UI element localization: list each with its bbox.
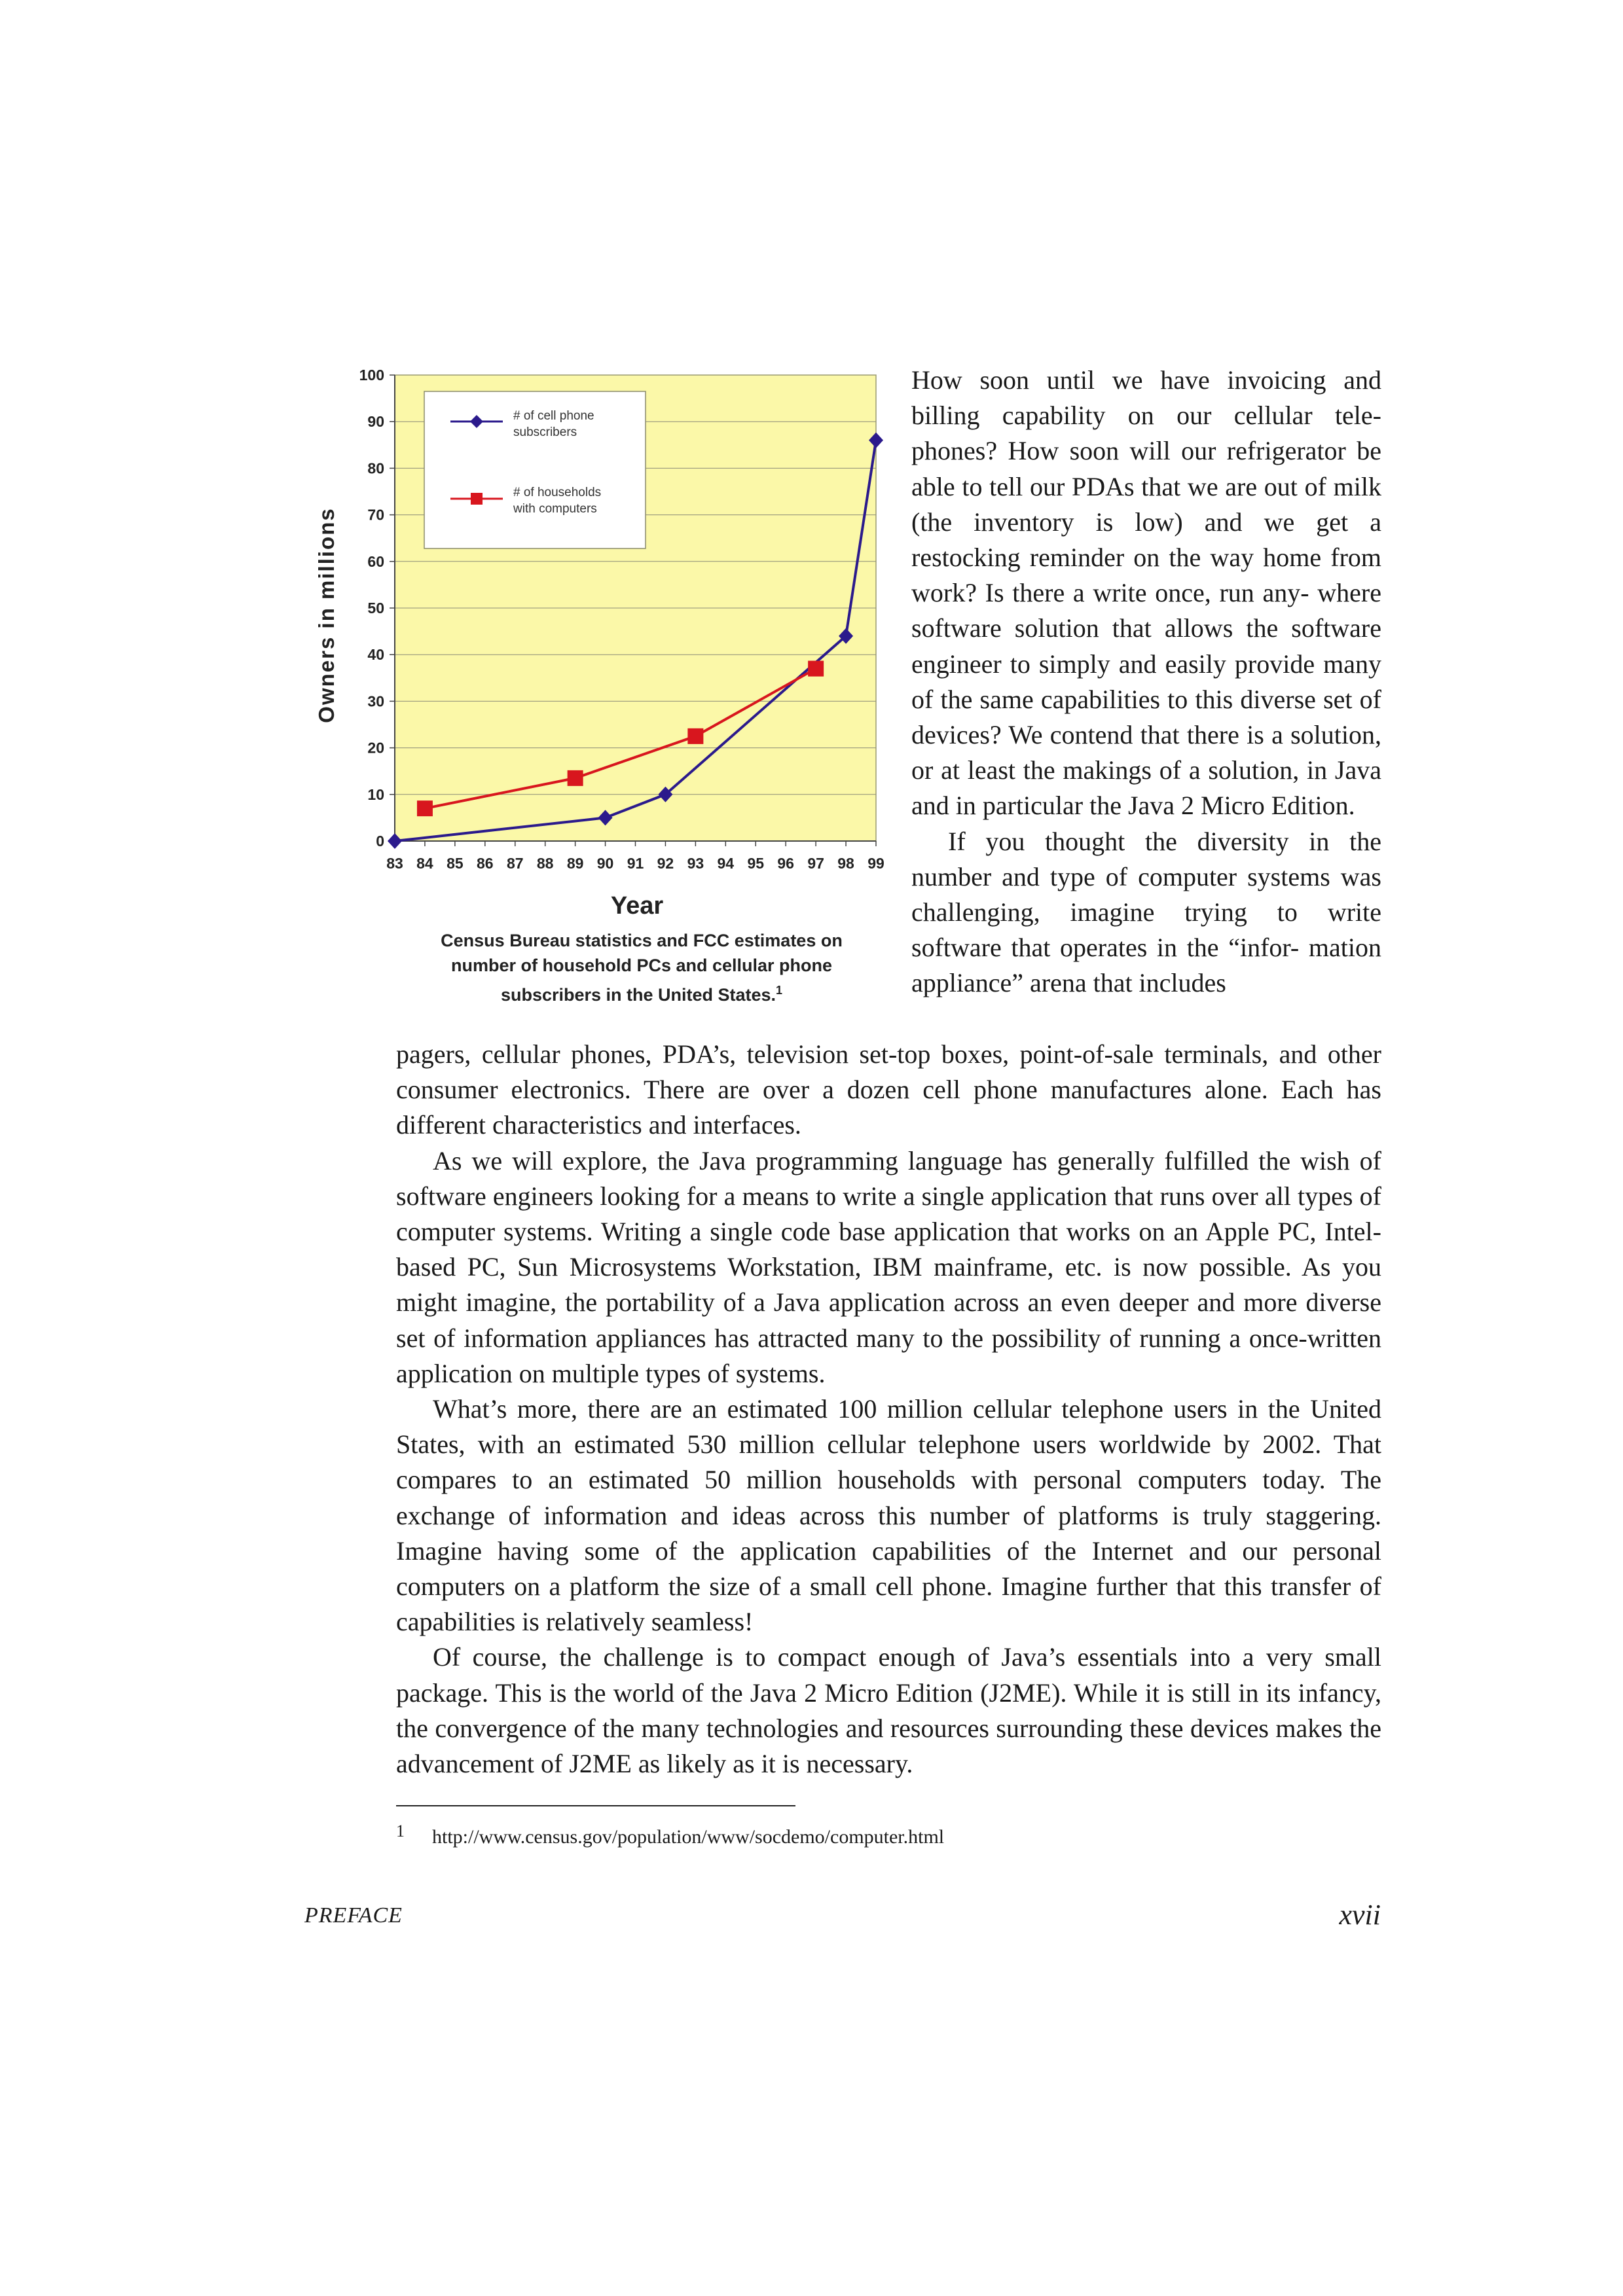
chart-legend <box>424 391 646 548</box>
legend-label-cell-2: subscribers <box>513 425 577 439</box>
caption-line: Census Bureau statistics and FCC estimates on <box>441 931 843 950</box>
paragraph-continuation: pagers, cellular phones, PDA’s, television set-top boxes, point-of-sale terminals, and other consumer electronics. There are over a dozen cell phone manufactures alone. Each has different characteristics and interfaces. <box>396 1039 1381 1140</box>
x-tick-label: 96 <box>777 855 794 872</box>
paragraph: Of course, the challenge is to compact enough of Java’s essentials into a very small package. This is the world of the Java 2 Micro Edition (J2ME). While it is still in its infancy, the convergence of the many technologies and resources surrounding these devices makes the advancement of J2ME as likely as it is necessary. <box>396 1642 1381 1779</box>
footnote-ref: 1 <box>776 984 783 997</box>
y-tick-label: 70 <box>367 506 384 524</box>
caption-line-text: subscribers in the United States. <box>500 985 776 1005</box>
y-tick-label: 30 <box>367 692 384 710</box>
footnote-number: 1 <box>396 1821 405 1840</box>
data-point-households <box>808 661 824 677</box>
body-text <box>396 1037 1381 1782</box>
x-tick-label: 97 <box>807 855 824 872</box>
x-tick-label: 88 <box>536 855 554 872</box>
y-tick-label: 50 <box>367 600 384 617</box>
y-tick-label: 40 <box>367 646 384 664</box>
legend-label-cell-1: # of cell phone <box>513 409 594 423</box>
figure-caption <box>386 928 897 1007</box>
footnote-rule <box>396 1805 795 1806</box>
x-tick-label: 90 <box>596 855 614 872</box>
x-tick-label: 98 <box>837 855 854 872</box>
x-tick-label: 85 <box>447 855 464 872</box>
x-tick-label: 83 <box>386 855 403 872</box>
data-point-households <box>687 728 703 744</box>
legend-marker-households <box>471 493 483 505</box>
paragraph: How soon until we have invoicing and billing capability on our cellular tele- phones? How soon will our refrigerator be able to tell our PDAs that we are out of milk (the inventory is low) and we get a restocking reminder on the way home from work? Is there a write once, run any- where software solution that allows the software engineer to simply and easily provide many of the same capabilities to this diverse set of devices? We contend that there is a solution, or at least the makings of a solution, in Java and in particular the Java 2 Micro Edition. <box>911 365 1381 821</box>
y-tick-label: 80 <box>367 459 384 477</box>
x-tick-label: 84 <box>416 855 433 872</box>
caption-line: number of household PCs and cellular phone <box>450 956 833 975</box>
page-number: xvii <box>1339 1899 1381 1931</box>
paragraph: What’s more, there are an estimated 100 million cellular telephone users in the United States, with an estimated 530 million cellular telephone users worldwide by 2002. That compares to an estimated 50 million households with personal computers today. The exchange of information and ideas across this number of platforms is truly staggering. Imagine having some of the application capabilities of the Internet and our personal computers on a platform the size of a small cell phone. Imagine further that this transfer of capabilities is relatively seamless! <box>396 1394 1381 1637</box>
caption-line <box>386 978 897 1007</box>
y-tick-label: 100 <box>359 367 384 384</box>
footnote-url[interactable]: http://www.census.gov/population/www/socdemo/computer.html <box>432 1826 945 1848</box>
x-tick-label: 94 <box>717 855 735 872</box>
footnote <box>396 1821 945 1848</box>
data-point-households <box>568 770 583 786</box>
running-footer-section: PREFACE <box>304 1903 403 1928</box>
x-tick-label: 89 <box>566 855 584 872</box>
paragraph: If you thought the diversity in the number and type of computer systems was challenging, imagine trying to write software that operates in the “infor- mation appliance” arena that includes <box>911 826 1381 998</box>
wrapped-text-column <box>911 363 1381 1001</box>
x-tick-label: 92 <box>657 855 674 872</box>
legend-label-households-2: with computers <box>513 502 597 516</box>
legend-label-households-1: # of households <box>513 486 602 499</box>
x-tick-label: 93 <box>687 855 704 872</box>
x-tick-label: 87 <box>506 855 524 872</box>
data-point-households <box>417 800 433 816</box>
y-tick-label: 0 <box>376 833 384 850</box>
x-tick-label: 95 <box>747 855 765 872</box>
x-tick-label: 99 <box>867 855 884 872</box>
y-tick-label: 20 <box>367 739 384 757</box>
x-tick-label: 86 <box>477 855 494 872</box>
x-tick-label: 91 <box>627 855 644 872</box>
y-axis-label: Owners in millions <box>314 507 338 723</box>
x-axis-label: Year <box>610 892 664 920</box>
y-tick-label: 10 <box>367 785 384 803</box>
y-tick-label: 90 <box>367 413 384 431</box>
paragraph: As we will explore, the Java programming language has generally fulfilled the wish of software engineers looking for a means to write a single application that runs over all types of computer systems. Writing a single code base application that works on an Apple PC, Intel-based PC, Sun Microsystems Workstation, IBM mainframe, etc. is now possible. As you might imagine, the portability of a Java application across an even deeper and more diverse set of information appliances has attracted many to the possibility of running a once-written application on multiple types of systems. <box>396 1145 1381 1388</box>
y-tick-label: 60 <box>367 552 384 570</box>
